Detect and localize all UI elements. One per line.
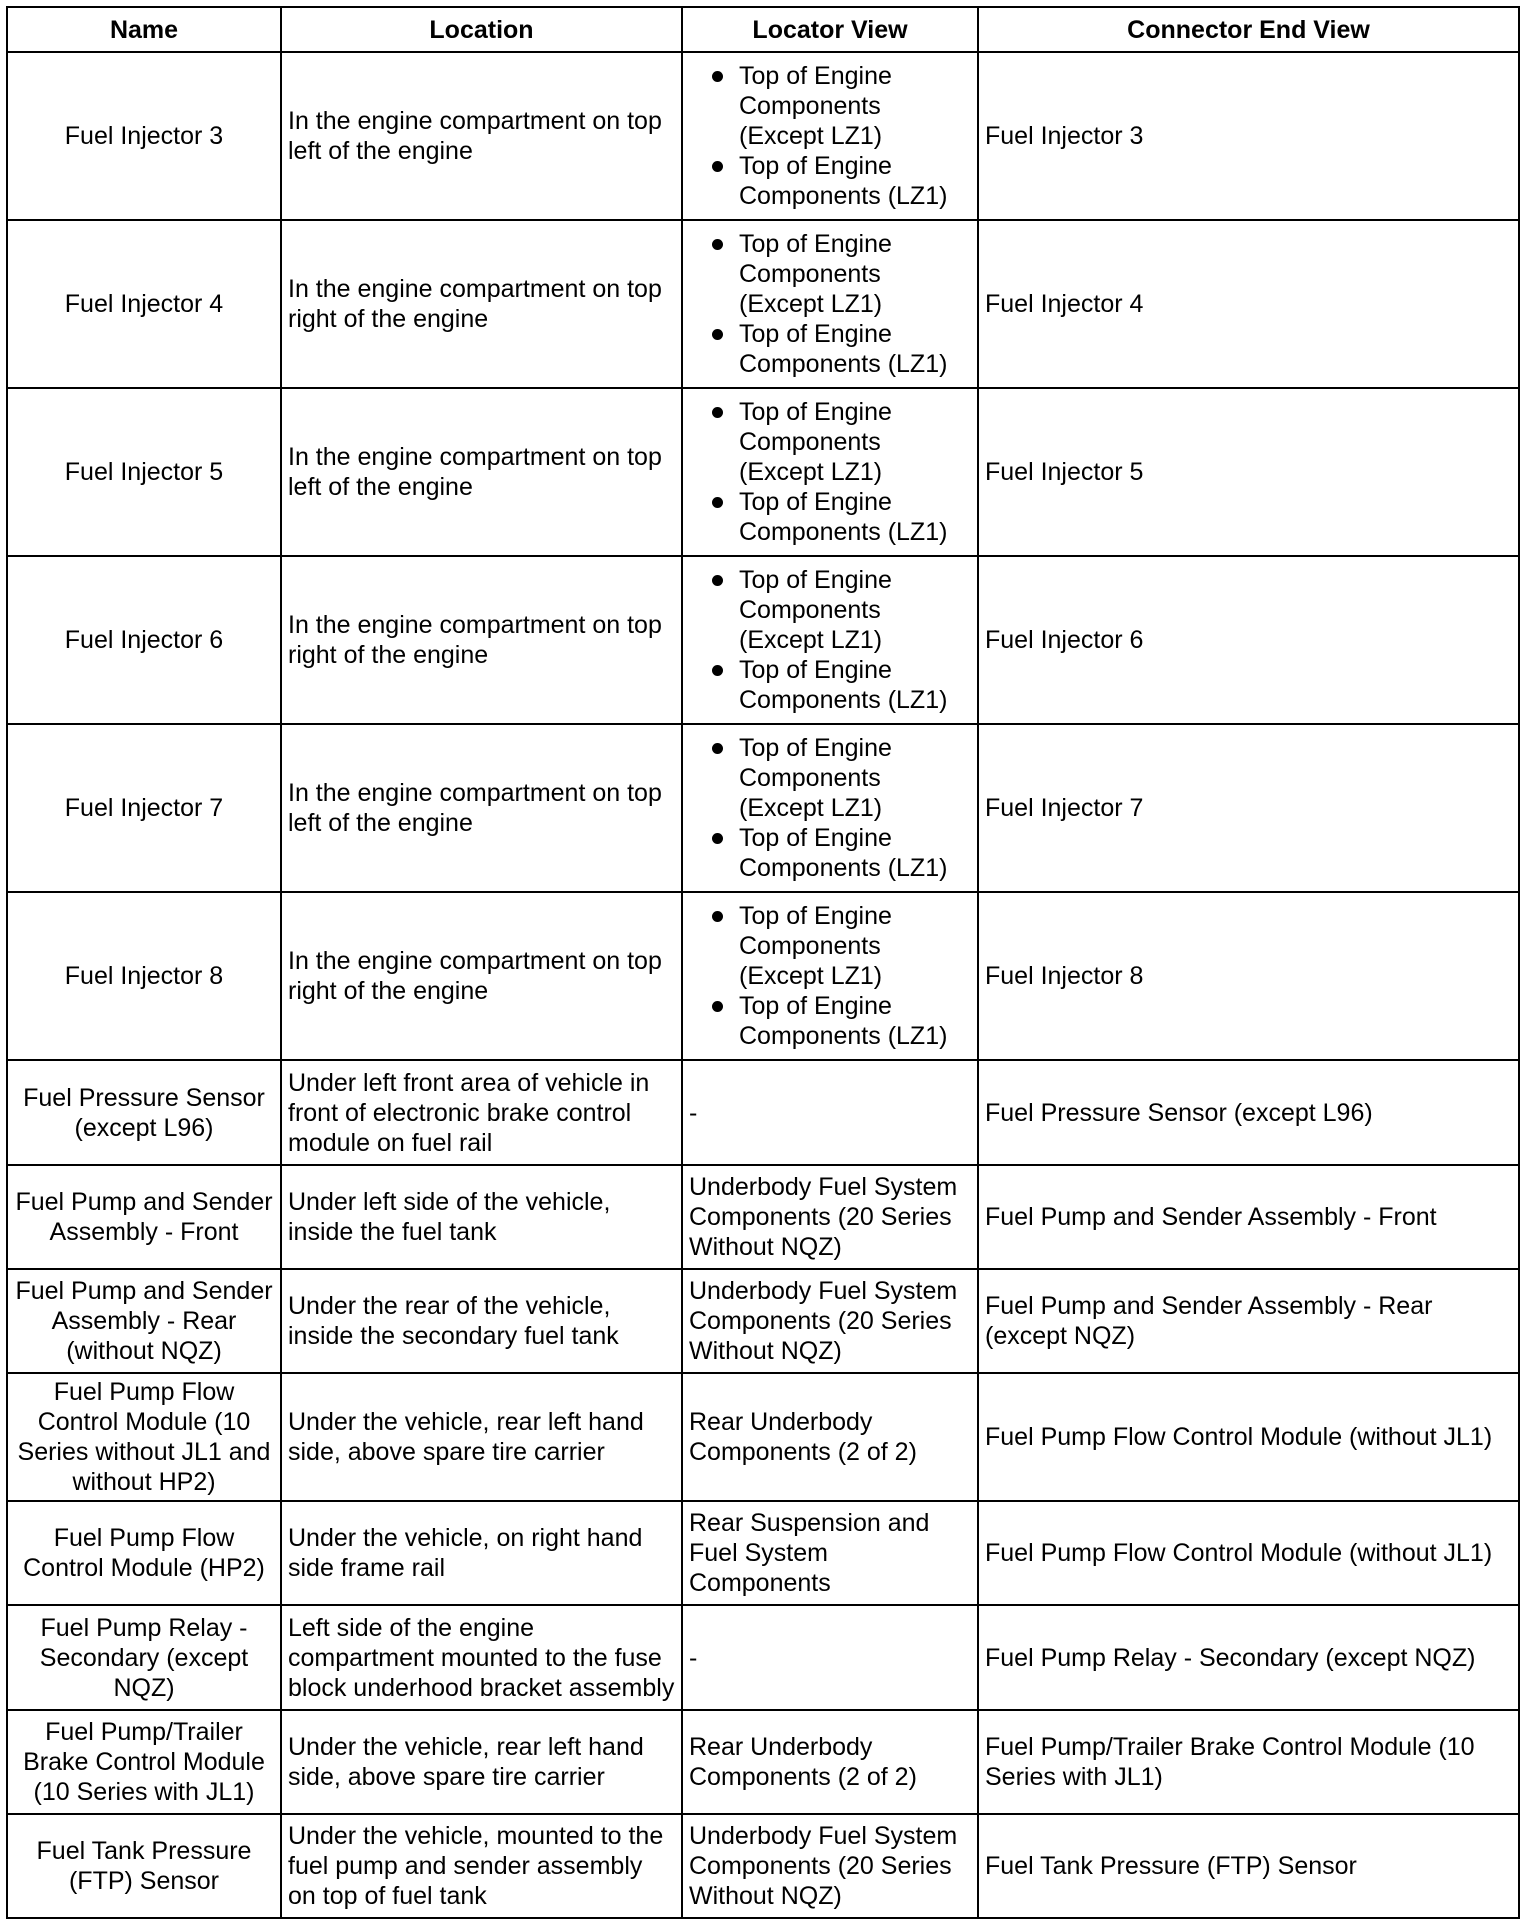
cell-location: In the engine compartment on top left of the engine <box>281 52 682 220</box>
table-row <box>7 220 1519 388</box>
cell-locator-view <box>682 388 978 556</box>
cell-locator-view <box>682 220 978 388</box>
locator-view-item: Top of Engine Components (Except LZ1) <box>739 565 971 655</box>
cell-location: Under the vehicle, rear left hand side, above spare tire carrier <box>281 1710 682 1814</box>
locator-view-list <box>689 901 971 1051</box>
table-row <box>7 1060 1519 1165</box>
cell-locator-view: Rear Suspension and Fuel System Components <box>682 1501 978 1605</box>
table-row <box>7 1373 1519 1501</box>
cell-name: Fuel Injector 3 <box>7 52 281 220</box>
table-row <box>7 1501 1519 1605</box>
cell-locator-view <box>682 724 978 892</box>
cell-locator-view: - <box>682 1605 978 1710</box>
cell-locator-view: Rear Underbody Components (2 of 2) <box>682 1373 978 1501</box>
cell-location: Left side of the engine compartment mounted to the fuse block underhood bracket assembly <box>281 1605 682 1710</box>
locator-view-item: Top of Engine Components (Except LZ1) <box>739 733 971 823</box>
cell-connector-end-view: Fuel Pump Flow Control Module (without JL1) <box>978 1373 1519 1501</box>
cell-name: Fuel Pump Relay - Secondary (except NQZ) <box>7 1605 281 1710</box>
cell-location: In the engine compartment on top right of the engine <box>281 556 682 724</box>
cell-name: Fuel Injector 6 <box>7 556 281 724</box>
cell-connector-end-view: Fuel Injector 8 <box>978 892 1519 1060</box>
locator-view-item: Top of Engine Components (LZ1) <box>739 319 971 379</box>
cell-connector-end-view: Fuel Pump and Sender Assembly - Front <box>978 1165 1519 1269</box>
cell-location: Under left front area of vehicle in front of electronic brake control module on fuel rail <box>281 1060 682 1165</box>
cell-name: Fuel Injector 4 <box>7 220 281 388</box>
locator-view-list <box>689 565 971 715</box>
cell-connector-end-view: Fuel Tank Pressure (FTP) Sensor <box>978 1814 1519 1918</box>
cell-locator-view <box>682 556 978 724</box>
locator-view-item: Top of Engine Components (Except LZ1) <box>739 397 971 487</box>
cell-location: In the engine compartment on top right of the engine <box>281 220 682 388</box>
cell-locator-view <box>682 52 978 220</box>
header-name: Name <box>7 7 281 52</box>
cell-name: Fuel Pump/Trailer Brake Control Module (10 Series with JL1) <box>7 1710 281 1814</box>
table-row <box>7 1165 1519 1269</box>
cell-location: Under left side of the vehicle, inside the fuel tank <box>281 1165 682 1269</box>
locator-view-list <box>689 397 971 547</box>
locator-view-item: Top of Engine Components (LZ1) <box>739 655 971 715</box>
cell-connector-end-view: Fuel Pressure Sensor (except L96) <box>978 1060 1519 1165</box>
cell-connector-end-view: Fuel Pump Relay - Secondary (except NQZ) <box>978 1605 1519 1710</box>
header-connector-end-view: Connector End View <box>978 7 1519 52</box>
cell-name: Fuel Injector 5 <box>7 388 281 556</box>
cell-locator-view <box>682 892 978 1060</box>
cell-connector-end-view: Fuel Pump/Trailer Brake Control Module (10 Series with JL1) <box>978 1710 1519 1814</box>
cell-connector-end-view: Fuel Pump and Sender Assembly - Rear (except NQZ) <box>978 1269 1519 1373</box>
table-row <box>7 556 1519 724</box>
cell-name: Fuel Injector 7 <box>7 724 281 892</box>
locator-view-item: Top of Engine Components (LZ1) <box>739 151 971 211</box>
table-row <box>7 1605 1519 1710</box>
locator-view-list <box>689 733 971 883</box>
table-row <box>7 1710 1519 1814</box>
locator-view-item: Top of Engine Components (Except LZ1) <box>739 61 971 151</box>
locator-view-item: Top of Engine Components (Except LZ1) <box>739 901 971 991</box>
component-locator-table <box>6 6 1520 1919</box>
cell-name: Fuel Pump and Sender Assembly - Rear (without NQZ) <box>7 1269 281 1373</box>
cell-name: Fuel Pump and Sender Assembly - Front <box>7 1165 281 1269</box>
table-header-row <box>7 7 1519 52</box>
table-row <box>7 1269 1519 1373</box>
cell-connector-end-view: Fuel Injector 5 <box>978 388 1519 556</box>
cell-locator-view: Underbody Fuel System Components (20 Series Without NQZ) <box>682 1165 978 1269</box>
locator-view-list <box>689 229 971 379</box>
locator-view-item: Top of Engine Components (Except LZ1) <box>739 229 971 319</box>
cell-location: Under the vehicle, on right hand side frame rail <box>281 1501 682 1605</box>
cell-connector-end-view: Fuel Injector 3 <box>978 52 1519 220</box>
locator-view-item: Top of Engine Components (LZ1) <box>739 487 971 547</box>
header-location: Location <box>281 7 682 52</box>
cell-name: Fuel Pump Flow Control Module (HP2) <box>7 1501 281 1605</box>
locator-view-item: Top of Engine Components (LZ1) <box>739 991 971 1051</box>
cell-connector-end-view: Fuel Injector 7 <box>978 724 1519 892</box>
locator-view-list <box>689 61 971 211</box>
cell-locator-view: Underbody Fuel System Components (20 Series Without NQZ) <box>682 1814 978 1918</box>
table-row <box>7 1814 1519 1918</box>
table-row <box>7 388 1519 556</box>
cell-locator-view: - <box>682 1060 978 1165</box>
locator-view-item: Top of Engine Components (LZ1) <box>739 823 971 883</box>
table-row <box>7 892 1519 1060</box>
cell-locator-view: Underbody Fuel System Components (20 Series Without NQZ) <box>682 1269 978 1373</box>
cell-location: In the engine compartment on top left of the engine <box>281 724 682 892</box>
cell-location: Under the rear of the vehicle, inside the secondary fuel tank <box>281 1269 682 1373</box>
cell-location: Under the vehicle, rear left hand side, above spare tire carrier <box>281 1373 682 1501</box>
table-row <box>7 52 1519 220</box>
cell-name: Fuel Tank Pressure (FTP) Sensor <box>7 1814 281 1918</box>
cell-name: Fuel Injector 8 <box>7 892 281 1060</box>
cell-name: Fuel Pressure Sensor (except L96) <box>7 1060 281 1165</box>
table-row <box>7 724 1519 892</box>
cell-name: Fuel Pump Flow Control Module (10 Series without JL1 and without HP2) <box>7 1373 281 1501</box>
cell-location: In the engine compartment on top left of the engine <box>281 388 682 556</box>
cell-location: Under the vehicle, mounted to the fuel pump and sender assembly on top of fuel tank <box>281 1814 682 1918</box>
cell-locator-view: Rear Underbody Components (2 of 2) <box>682 1710 978 1814</box>
cell-location: In the engine compartment on top right of the engine <box>281 892 682 1060</box>
cell-connector-end-view: Fuel Pump Flow Control Module (without JL1) <box>978 1501 1519 1605</box>
cell-connector-end-view: Fuel Injector 4 <box>978 220 1519 388</box>
cell-connector-end-view: Fuel Injector 6 <box>978 556 1519 724</box>
header-locator-view: Locator View <box>682 7 978 52</box>
